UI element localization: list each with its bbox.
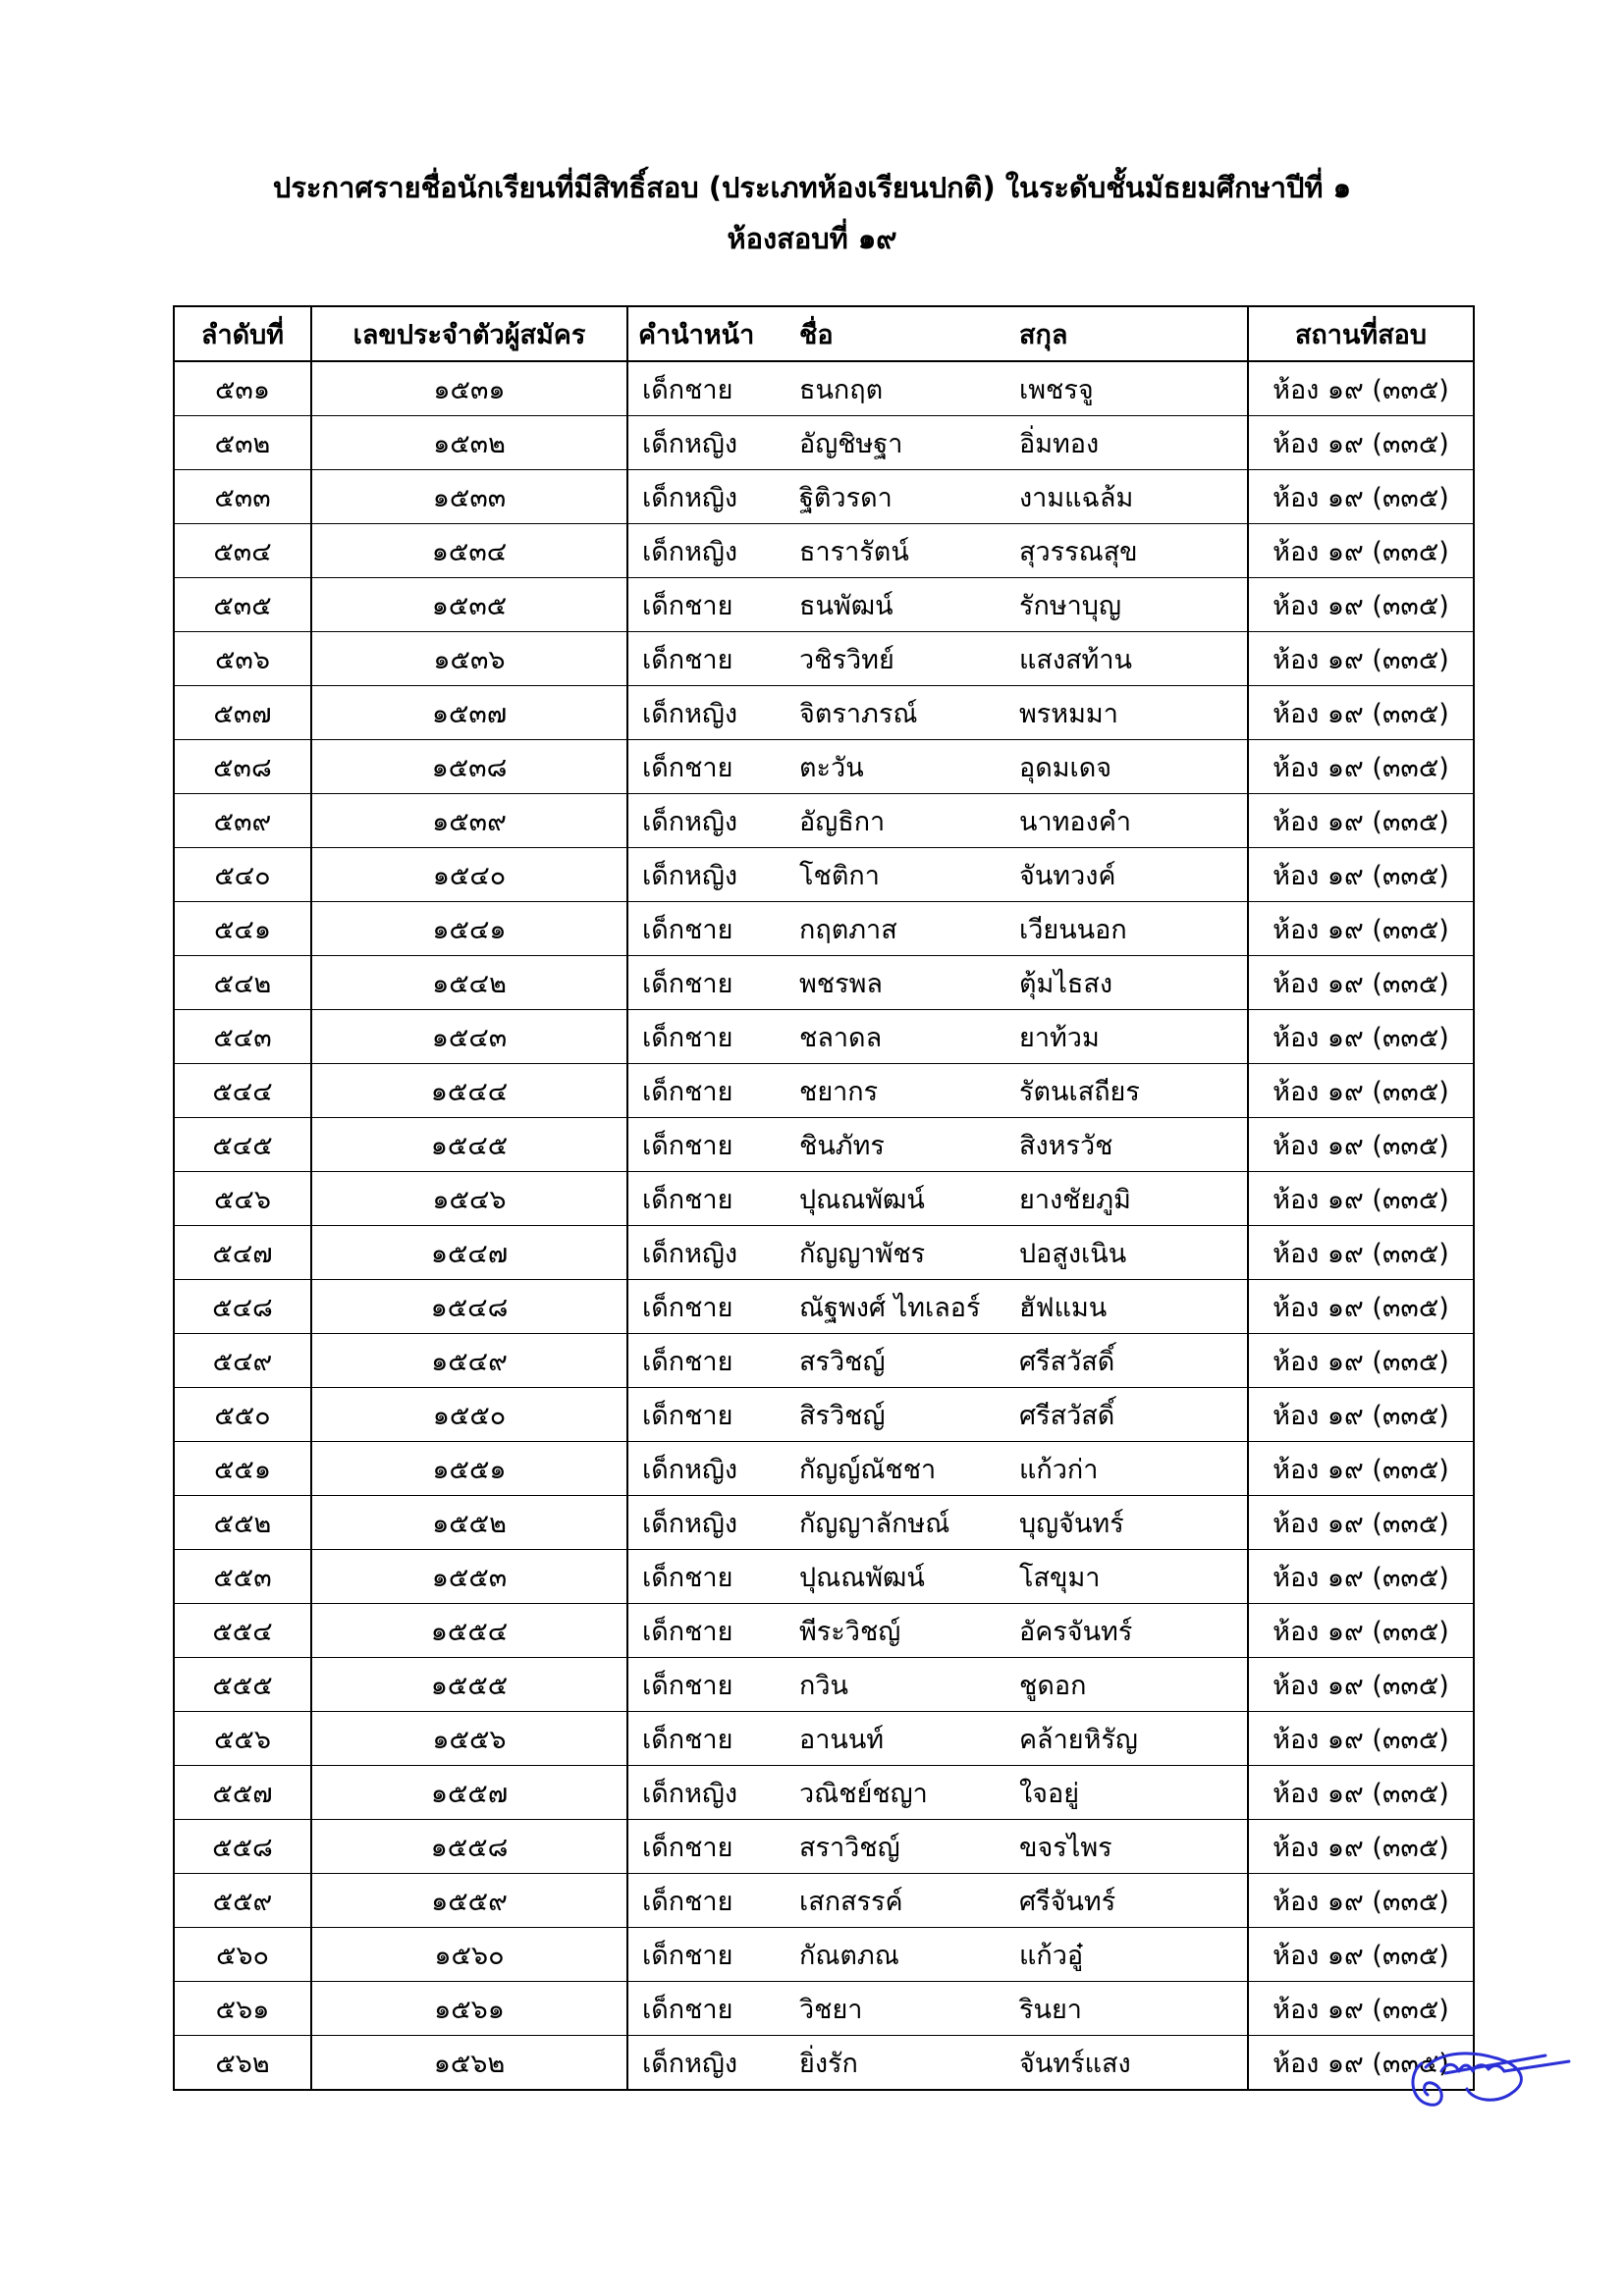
cell-order: ๕๕๕ [174, 1658, 311, 1712]
cell-exam-location: ห้อง ๑๙ (๓๓๕) [1248, 1010, 1474, 1064]
cell-applicant-id: ๑๕๕๖ [311, 1712, 627, 1766]
cell-exam-location: ห้อง ๑๙ (๓๓๕) [1248, 361, 1474, 416]
cell-prefix: เด็กชาย [627, 1010, 795, 1064]
cell-order: ๕๕๗ [174, 1766, 311, 1820]
cell-prefix: เด็กชาย [627, 902, 795, 956]
table-row [174, 1982, 1474, 2036]
cell-first-name: ตะวัน [795, 740, 1015, 794]
cell-last-name: ขจรไพร [1015, 1820, 1248, 1874]
cell-first-name: พชรพล [795, 956, 1015, 1010]
table-row [174, 956, 1474, 1010]
cell-last-name: ยาท้วม [1015, 1010, 1248, 1064]
cell-last-name: ใจอยู่ [1015, 1766, 1248, 1820]
cell-applicant-id: ๑๕๔๖ [311, 1172, 627, 1226]
cell-applicant-id: ๑๕๔๒ [311, 956, 627, 1010]
cell-first-name: อานนท์ [795, 1712, 1015, 1766]
cell-last-name: อัครจันทร์ [1015, 1604, 1248, 1658]
cell-last-name: คล้ายหิรัญ [1015, 1712, 1248, 1766]
cell-prefix: เด็กหญิง [627, 848, 795, 902]
cell-first-name: ธารารัตน์ [795, 524, 1015, 578]
page-title: ประกาศรายชื่อนักเรียนที่มีสิทธิ์สอบ (ประเภทห้องเรียนปกติ) ในระดับชั้นมัธยมศึกษาปีที่ ๑ [272, 171, 1352, 204]
cell-exam-location: ห้อง ๑๙ (๓๓๕) [1248, 848, 1474, 902]
cell-exam-location: ห้อง ๑๙ (๓๓๕) [1248, 902, 1474, 956]
signature [1402, 2002, 1575, 2120]
cell-last-name: บุญจันทร์ [1015, 1496, 1248, 1550]
cell-first-name: ฐิติวรดา [795, 470, 1015, 524]
cell-applicant-id: ๑๕๓๑ [311, 361, 627, 416]
header-first-name: ชื่อ [795, 306, 1015, 361]
cell-applicant-id: ๑๕๓๙ [311, 794, 627, 848]
cell-order: ๕๔๕ [174, 1118, 311, 1172]
cell-order: ๕๔๓ [174, 1010, 311, 1064]
cell-first-name: ชินภัทร [795, 1118, 1015, 1172]
table-row [174, 1820, 1474, 1874]
cell-exam-location: ห้อง ๑๙ (๓๓๕) [1248, 1550, 1474, 1604]
cell-last-name: ปอสูงเนิน [1015, 1226, 1248, 1280]
cell-last-name: เวียนนอก [1015, 902, 1248, 956]
cell-applicant-id: ๑๕๓๗ [311, 686, 627, 740]
cell-prefix: เด็กหญิง [627, 1766, 795, 1820]
cell-order: ๕๓๕ [174, 578, 311, 632]
cell-applicant-id: ๑๕๕๗ [311, 1766, 627, 1820]
cell-applicant-id: ๑๕๕๕ [311, 1658, 627, 1712]
table-row [174, 1280, 1474, 1334]
table-row [174, 632, 1474, 686]
cell-order: ๕๓๗ [174, 686, 311, 740]
cell-last-name: สุวรรณสุข [1015, 524, 1248, 578]
cell-prefix: เด็กชาย [627, 578, 795, 632]
cell-last-name: ยางชัยภูมิ [1015, 1172, 1248, 1226]
table-row [174, 1172, 1474, 1226]
cell-exam-location: ห้อง ๑๙ (๓๓๕) [1248, 686, 1474, 740]
cell-applicant-id: ๑๕๔๕ [311, 1118, 627, 1172]
cell-order: ๕๓๘ [174, 740, 311, 794]
cell-prefix: เด็กชาย [627, 1874, 795, 1928]
cell-prefix: เด็กชาย [627, 1064, 795, 1118]
cell-prefix: เด็กชาย [627, 1658, 795, 1712]
cell-applicant-id: ๑๕๖๒ [311, 2036, 627, 2091]
cell-order: ๕๕๑ [174, 1442, 311, 1496]
cell-order: ๕๓๑ [174, 361, 311, 416]
cell-applicant-id: ๑๕๕๑ [311, 1442, 627, 1496]
cell-last-name: อุดมเดจ [1015, 740, 1248, 794]
cell-exam-location: ห้อง ๑๙ (๓๓๕) [1248, 1064, 1474, 1118]
cell-exam-location: ห้อง ๑๙ (๓๓๕) [1248, 1820, 1474, 1874]
table-row [174, 524, 1474, 578]
cell-last-name: ศรีจันทร์ [1015, 1874, 1248, 1928]
cell-exam-location: ห้อง ๑๙ (๓๓๕) [1248, 1442, 1474, 1496]
cell-exam-location: ห้อง ๑๙ (๓๓๕) [1248, 416, 1474, 470]
cell-prefix: เด็กชาย [627, 1604, 795, 1658]
table-row [174, 361, 1474, 416]
cell-order: ๕๔๔ [174, 1064, 311, 1118]
table-row [174, 1712, 1474, 1766]
table-row [174, 1064, 1474, 1118]
cell-exam-location: ห้อง ๑๙ (๓๓๕) [1248, 1388, 1474, 1442]
cell-order: ๕๕๐ [174, 1388, 311, 1442]
cell-first-name: กฤตภาส [795, 902, 1015, 956]
cell-prefix: เด็กชาย [627, 740, 795, 794]
cell-prefix: เด็กหญิง [627, 1496, 795, 1550]
cell-last-name: สิงหรวัช [1015, 1118, 1248, 1172]
cell-order: ๕๓๓ [174, 470, 311, 524]
cell-last-name: ศรีสวัสดิ์ [1015, 1334, 1248, 1388]
table-row [174, 794, 1474, 848]
table-row [174, 1118, 1474, 1172]
header-order: ลำดับที่ [174, 306, 311, 361]
table-row [174, 740, 1474, 794]
cell-last-name: ตุ้มไธสง [1015, 956, 1248, 1010]
table-row [174, 1928, 1474, 1982]
cell-applicant-id: ๑๕๕๐ [311, 1388, 627, 1442]
table-row [174, 1388, 1474, 1442]
cell-exam-location: ห้อง ๑๙ (๓๓๕) [1248, 1172, 1474, 1226]
header-exam-location: สถานที่สอบ [1248, 306, 1474, 361]
cell-applicant-id: ๑๕๔๗ [311, 1226, 627, 1280]
cell-order: ๕๔๗ [174, 1226, 311, 1280]
cell-last-name: แก้วอู๋ [1015, 1928, 1248, 1982]
cell-order: ๕๔๐ [174, 848, 311, 902]
cell-first-name: อัญธิกา [795, 794, 1015, 848]
cell-order: ๕๓๒ [174, 416, 311, 470]
cell-applicant-id: ๑๕๔๙ [311, 1334, 627, 1388]
cell-prefix: เด็กชาย [627, 1118, 795, 1172]
cell-exam-location: ห้อง ๑๙ (๓๓๕) [1248, 1334, 1474, 1388]
cell-applicant-id: ๑๕๓๓ [311, 470, 627, 524]
cell-first-name: พีระวิชญ์ [795, 1604, 1015, 1658]
cell-last-name: แสงสท้าน [1015, 632, 1248, 686]
table-row [174, 686, 1474, 740]
cell-exam-location: ห้อง ๑๙ (๓๓๕) [1248, 1982, 1474, 2036]
table-row [174, 1550, 1474, 1604]
cell-first-name: วิชยา [795, 1982, 1015, 2036]
cell-prefix: เด็กชาย [627, 1712, 795, 1766]
cell-last-name: งามแฉล้ม [1015, 470, 1248, 524]
cell-order: ๕๔๖ [174, 1172, 311, 1226]
cell-prefix: เด็กหญิง [627, 416, 795, 470]
cell-exam-location: ห้อง ๑๙ (๓๓๕) [1248, 794, 1474, 848]
cell-exam-location: ห้อง ๑๙ (๓๓๕) [1248, 524, 1474, 578]
candidate-table [173, 305, 1475, 2091]
cell-applicant-id: ๑๕๕๘ [311, 1820, 627, 1874]
cell-applicant-id: ๑๕๕๒ [311, 1496, 627, 1550]
cell-applicant-id: ๑๕๓๘ [311, 740, 627, 794]
cell-order: ๕๓๖ [174, 632, 311, 686]
cell-first-name: ปุณณพัฒน์ [795, 1550, 1015, 1604]
cell-order: ๕๖๐ [174, 1928, 311, 1982]
cell-first-name: สิรวิชญ์ [795, 1388, 1015, 1442]
cell-applicant-id: ๑๕๕๔ [311, 1604, 627, 1658]
table-header-row [174, 306, 1474, 361]
table-body [174, 361, 1474, 2090]
cell-first-name: กัญญ์ณัชชา [795, 1442, 1015, 1496]
page-subtitle: ห้องสอบที่ ๑๙ [727, 222, 897, 255]
cell-last-name: เพชรจู [1015, 361, 1248, 416]
header-applicant-id: เลขประจำตัวผู้สมัคร [311, 306, 627, 361]
cell-order: ๕๕๙ [174, 1874, 311, 1928]
cell-first-name: กัณตภณ [795, 1928, 1015, 1982]
cell-exam-location: ห้อง ๑๙ (๓๓๕) [1248, 632, 1474, 686]
cell-exam-location: ห้อง ๑๙ (๓๓๕) [1248, 1280, 1474, 1334]
cell-last-name: พรหมมา [1015, 686, 1248, 740]
table-row [174, 1874, 1474, 1928]
cell-first-name: ธนกฤต [795, 361, 1015, 416]
cell-last-name: โสขุมา [1015, 1550, 1248, 1604]
cell-exam-location: ห้อง ๑๙ (๓๓๕) [1248, 956, 1474, 1010]
table-row [174, 1010, 1474, 1064]
cell-exam-location: ห้อง ๑๙ (๓๓๕) [1248, 1928, 1474, 1982]
cell-applicant-id: ๑๕๔๑ [311, 902, 627, 956]
cell-prefix: เด็กชาย [627, 1550, 795, 1604]
cell-first-name: กัญญาลักษณ์ [795, 1496, 1015, 1550]
cell-applicant-id: ๑๕๔๔ [311, 1064, 627, 1118]
table-row [174, 470, 1474, 524]
cell-applicant-id: ๑๕๔๘ [311, 1280, 627, 1334]
cell-last-name: จันทวงค์ [1015, 848, 1248, 902]
cell-prefix: เด็กชาย [627, 1928, 795, 1982]
cell-first-name: กัญญาพัชร [795, 1226, 1015, 1280]
table-row [174, 1496, 1474, 1550]
table-row [174, 1442, 1474, 1496]
table-row [174, 1226, 1474, 1280]
cell-exam-location: ห้อง ๑๙ (๓๓๕) [1248, 470, 1474, 524]
cell-order: ๕๕๒ [174, 1496, 311, 1550]
cell-prefix: เด็กหญิง [627, 470, 795, 524]
cell-prefix: เด็กชาย [627, 1982, 795, 2036]
cell-exam-location: ห้อง ๑๙ (๓๓๕) [1248, 1496, 1474, 1550]
cell-first-name: ชยากร [795, 1064, 1015, 1118]
cell-prefix: เด็กชาย [627, 1172, 795, 1226]
table-row [174, 902, 1474, 956]
table-row [174, 416, 1474, 470]
cell-exam-location: ห้อง ๑๙ (๓๓๕) [1248, 740, 1474, 794]
cell-first-name: ยิ่งรัก [795, 2036, 1015, 2091]
cell-applicant-id: ๑๕๓๕ [311, 578, 627, 632]
cell-last-name: รักษาบุญ [1015, 578, 1248, 632]
cell-applicant-id: ๑๕๖๑ [311, 1982, 627, 2036]
cell-order: ๕๔๙ [174, 1334, 311, 1388]
table-row [174, 1658, 1474, 1712]
cell-prefix: เด็กชาย [627, 632, 795, 686]
cell-prefix: เด็กชาย [627, 1280, 795, 1334]
cell-exam-location: ห้อง ๑๙ (๓๓๕) [1248, 578, 1474, 632]
cell-order: ๕๓๙ [174, 794, 311, 848]
cell-applicant-id: ๑๕๔๐ [311, 848, 627, 902]
table-row [174, 848, 1474, 902]
cell-applicant-id: ๑๕๔๓ [311, 1010, 627, 1064]
cell-prefix: เด็กชาย [627, 1388, 795, 1442]
cell-exam-location: ห้อง ๑๙ (๓๓๕) [1248, 1658, 1474, 1712]
cell-first-name: กวิน [795, 1658, 1015, 1712]
table-row [174, 578, 1474, 632]
table-row [174, 1766, 1474, 1820]
cell-first-name: วณิชย์ชญา [795, 1766, 1015, 1820]
cell-order: ๕๕๖ [174, 1712, 311, 1766]
cell-first-name: อัญชิษฐา [795, 416, 1015, 470]
cell-order: ๕๓๔ [174, 524, 311, 578]
cell-last-name: รัตนเสถียร [1015, 1064, 1248, 1118]
cell-first-name: วชิรวิทย์ [795, 632, 1015, 686]
cell-order: ๕๕๘ [174, 1820, 311, 1874]
cell-first-name: จิตราภรณ์ [795, 686, 1015, 740]
cell-order: ๕๕๔ [174, 1604, 311, 1658]
cell-first-name: ปุณณพัฒน์ [795, 1172, 1015, 1226]
cell-exam-location: ห้อง ๑๙ (๓๓๕) [1248, 1766, 1474, 1820]
table-row [174, 1334, 1474, 1388]
cell-first-name: สรวิชญ์ [795, 1334, 1015, 1388]
cell-first-name: โชติกา [795, 848, 1015, 902]
cell-order: ๕๕๓ [174, 1550, 311, 1604]
cell-applicant-id: ๑๕๖๐ [311, 1928, 627, 1982]
signature-ink [1413, 2054, 1569, 2105]
cell-prefix: เด็กหญิง [627, 794, 795, 848]
cell-order: ๕๖๑ [174, 1982, 311, 2036]
cell-exam-location: ห้อง ๑๙ (๓๓๕) [1248, 1604, 1474, 1658]
cell-first-name: สราวิชญ์ [795, 1820, 1015, 1874]
cell-order: ๕๔๒ [174, 956, 311, 1010]
cell-last-name: จันทร์แสง [1015, 2036, 1248, 2091]
cell-applicant-id: ๑๕๓๒ [311, 416, 627, 470]
cell-first-name: ธนพัฒน์ [795, 578, 1015, 632]
cell-order: ๕๔๘ [174, 1280, 311, 1334]
cell-last-name: ศรีสวัสดิ์ [1015, 1388, 1248, 1442]
cell-prefix: เด็กชาย [627, 956, 795, 1010]
cell-prefix: เด็กชาย [627, 1334, 795, 1388]
header-prefix: คำนำหน้า [627, 306, 795, 361]
cell-prefix: เด็กหญิง [627, 1442, 795, 1496]
cell-exam-location: ห้อง ๑๙ (๓๓๕) [1248, 1118, 1474, 1172]
cell-applicant-id: ๑๕๓๔ [311, 524, 627, 578]
cell-prefix: เด็กหญิง [627, 524, 795, 578]
cell-prefix: เด็กชาย [627, 1820, 795, 1874]
cell-applicant-id: ๑๕๓๖ [311, 632, 627, 686]
cell-applicant-id: ๑๕๕๓ [311, 1550, 627, 1604]
cell-last-name: รินยา [1015, 1982, 1248, 2036]
cell-prefix: เด็กหญิง [627, 1226, 795, 1280]
cell-exam-location: ห้อง ๑๙ (๓๓๕) [1248, 1226, 1474, 1280]
cell-first-name: ชลาดล [795, 1010, 1015, 1064]
cell-first-name: ณัฐพงศ์ ไทเลอร์ [795, 1280, 1015, 1334]
cell-order: ๕๔๑ [174, 902, 311, 956]
cell-exam-location: ห้อง ๑๙ (๓๓๕) [1248, 2036, 1474, 2091]
cell-first-name: เสกสรรค์ [795, 1874, 1015, 1928]
cell-last-name: แก้วก่า [1015, 1442, 1248, 1496]
table-row [174, 2036, 1474, 2091]
cell-exam-location: ห้อง ๑๙ (๓๓๕) [1248, 1874, 1474, 1928]
cell-order: ๕๖๒ [174, 2036, 311, 2091]
table-row [174, 1604, 1474, 1658]
cell-exam-location: ห้อง ๑๙ (๓๓๕) [1248, 1712, 1474, 1766]
header-last-name: สกุล [1015, 306, 1248, 361]
cell-last-name: อิ่มทอง [1015, 416, 1248, 470]
cell-prefix: เด็กชาย [627, 361, 795, 416]
cell-last-name: นาทองคำ [1015, 794, 1248, 848]
cell-prefix: เด็กหญิง [627, 2036, 795, 2091]
cell-applicant-id: ๑๕๕๙ [311, 1874, 627, 1928]
cell-last-name: ฮัฟแมน [1015, 1280, 1248, 1334]
cell-prefix: เด็กหญิง [627, 686, 795, 740]
cell-last-name: ชูดอก [1015, 1658, 1248, 1712]
